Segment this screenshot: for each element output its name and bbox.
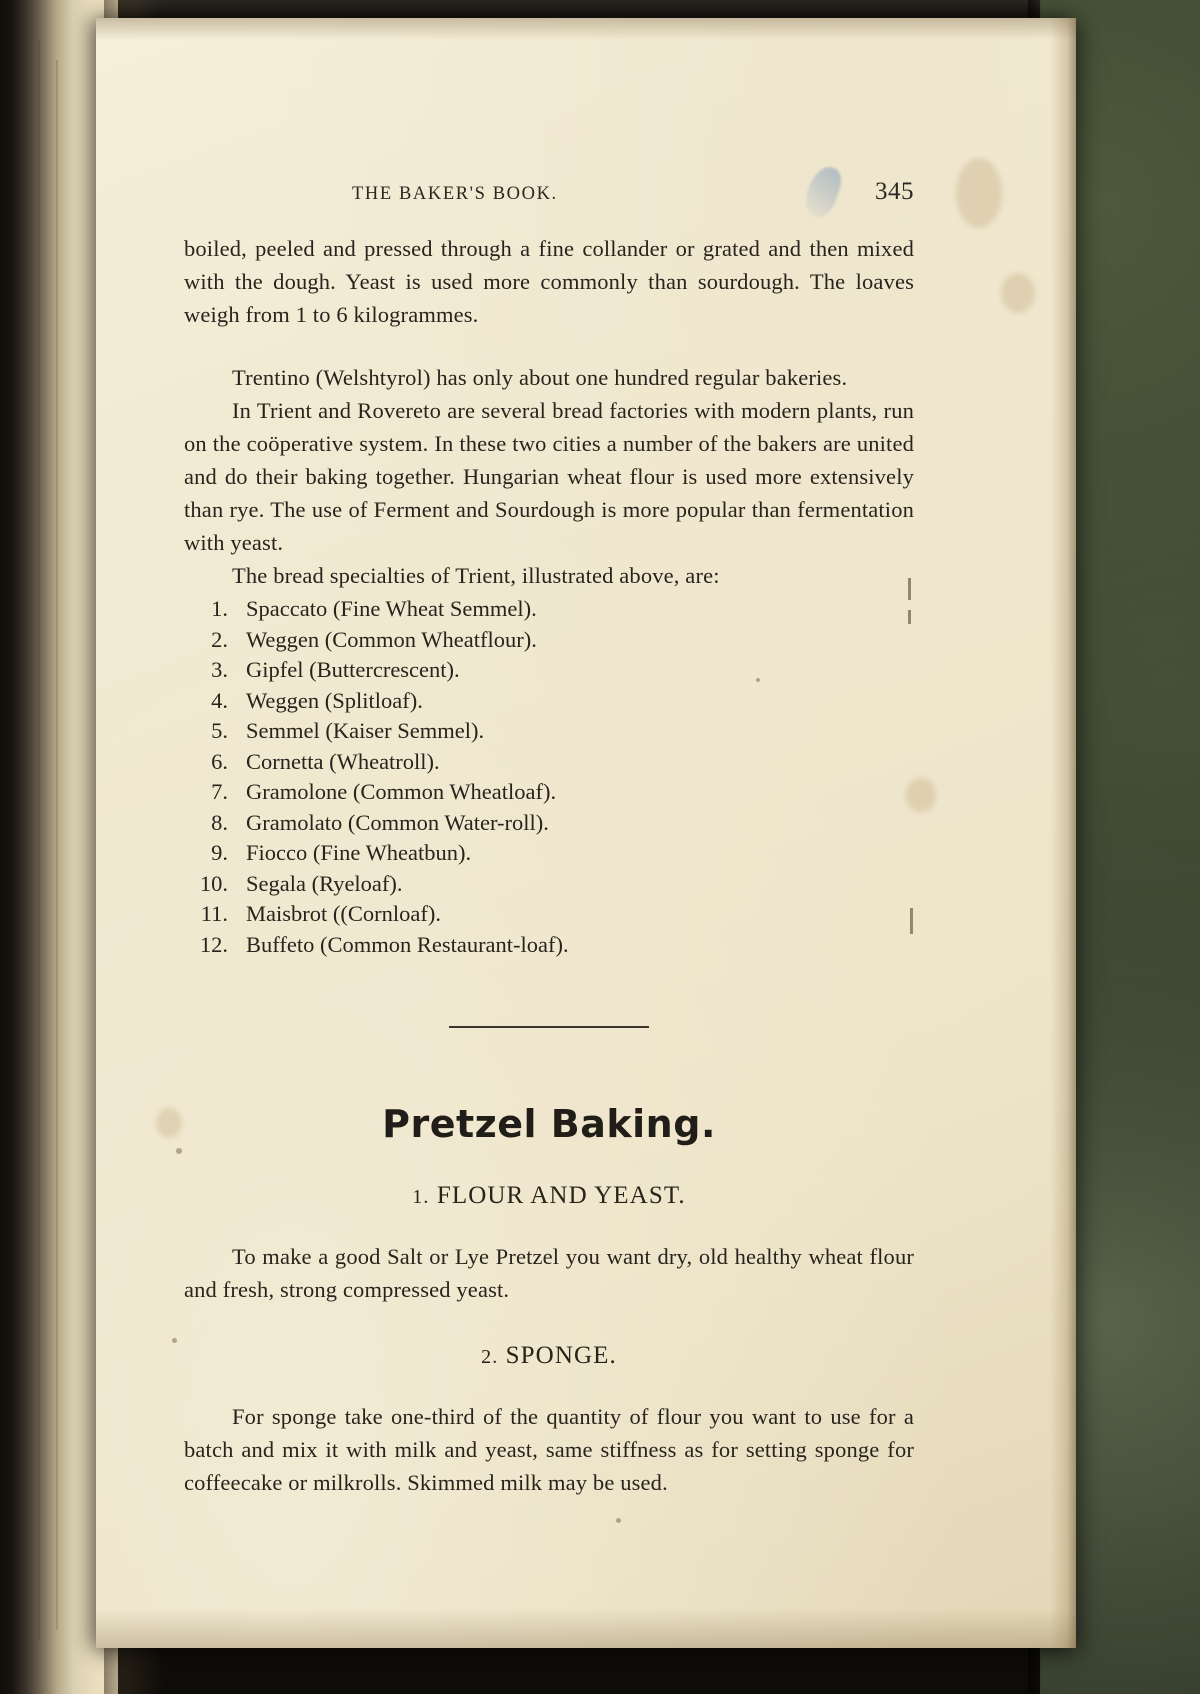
list-item — [184, 686, 914, 717]
page-edge-top — [96, 18, 1076, 40]
gutter-crease-line — [56, 60, 58, 1630]
paragraph-sponge: For sponge take one-third of the quantity of flour you want to use for a batch and mix it with milk and yeast, same stiffness as for setting sponge for coffeecake or milkrolls. Skimmed milk may be used. — [184, 1404, 914, 1495]
paper-speck — [616, 1518, 621, 1523]
list-item-number: 11. — [200, 901, 228, 926]
list-item — [184, 594, 914, 625]
paragraph-continued: boiled, peeled and pressed through a fine collander or grated and then mixed with the dough. Yeast is used more commonly than sourdough. The loaves weigh from 1 to 6 kilogrammes. — [184, 236, 914, 327]
paper-speck — [172, 1338, 177, 1343]
list-item-number: 12. — [199, 931, 228, 957]
foxing-spot — [1001, 273, 1035, 313]
list-item-label: Buffeto (Common Restaurant-loaf). — [246, 931, 569, 957]
list-item-label: Gramolone (Common Wheatloaf). — [246, 779, 557, 804]
section-divider-rule — [449, 1026, 649, 1028]
book-page — [96, 18, 1076, 1648]
foxing-spot — [156, 1108, 182, 1138]
list-item — [184, 777, 914, 808]
list-item — [184, 838, 914, 869]
paragraph-flour-and-yeast: To make a good Salt or Lye Pretzel you want dry, old healthy wheat flour and fresh, strong compressed yeast. — [184, 1244, 914, 1302]
page-number: 345 — [875, 178, 914, 205]
list-item-number: 4. — [211, 687, 228, 713]
list-item-label: Gramolato (Common Water-roll). — [246, 809, 549, 835]
list-item-number: 10. — [199, 870, 228, 896]
list-item — [184, 808, 914, 839]
list-item — [184, 930, 914, 961]
subsection-label: FLOUR AND YEAST. — [436, 1182, 686, 1209]
list-item-label: Weggen (Splitloaf). — [246, 687, 423, 713]
list-item-number: 3. — [211, 657, 228, 682]
list-item-number: 7. — [211, 779, 228, 804]
list-item-label: Semmel (Kaiser Semmel). — [246, 718, 485, 743]
bread-specialties-list — [184, 594, 914, 960]
list-item-label: Gipfel (Buttercrescent). — [246, 657, 460, 682]
page-edge-bottom — [96, 1608, 1076, 1648]
subsection-heading-flour-and-yeast — [184, 1182, 914, 1210]
paragraph-trient-rovereto: In Trient and Rovereto are several bread factories with modern plants, run on the coöperative system. In these two cities a number of the bakers are united and do their baking together. Hungarian wheat flour is used more extensively than rye. The use of Ferment and Sourdough is more popular than fermentation with yeast. — [184, 398, 914, 555]
list-item — [184, 716, 914, 747]
subsection-heading-sponge — [184, 1342, 914, 1370]
list-item-label: Spaccato (Fine Wheat Semmel). — [246, 596, 537, 621]
running-head — [184, 178, 914, 206]
list-item — [184, 625, 914, 656]
list-item-label: Segala (Ryeloaf). — [246, 870, 403, 896]
list-item-number: 8. — [211, 809, 228, 835]
running-head-title: THE BAKER'S BOOK. — [352, 184, 558, 204]
list-item-label: Cornetta (Wheatroll). — [246, 748, 440, 774]
subsection-number: 2. — [481, 1346, 499, 1368]
paragraph-trentino: Trentino (Welshtyrol) has only about one hundred regular bakeries. — [232, 365, 848, 390]
list-item-label: Maisbrot ((Cornloaf). — [246, 901, 441, 926]
paragraph-specialties-intro: The bread specialties of Trient, illustrated above, are: — [232, 563, 720, 588]
foxing-spot — [956, 158, 1002, 228]
list-item — [184, 899, 914, 930]
list-item-number: 1. — [211, 596, 228, 621]
paper-speck — [176, 1148, 182, 1154]
page-content — [184, 178, 914, 1499]
list-item-number: 6. — [211, 748, 228, 774]
list-item-number: 5. — [211, 718, 228, 743]
page-edge-right — [1050, 18, 1076, 1648]
subsection-label: SPONGE. — [505, 1342, 617, 1369]
list-item-label: Fiocco (Fine Wheatbun). — [246, 840, 472, 865]
list-item — [184, 747, 914, 778]
list-item-number: 9. — [211, 840, 228, 865]
list-item — [184, 655, 914, 686]
list-item-label: Weggen (Common Wheatflour). — [246, 626, 537, 652]
chapter-title: Pretzel Baking. — [382, 1102, 716, 1146]
gutter-crease-line — [38, 40, 40, 1640]
list-item — [184, 869, 914, 900]
subsection-number: 1. — [412, 1186, 430, 1208]
list-item-number: 2. — [211, 626, 228, 652]
